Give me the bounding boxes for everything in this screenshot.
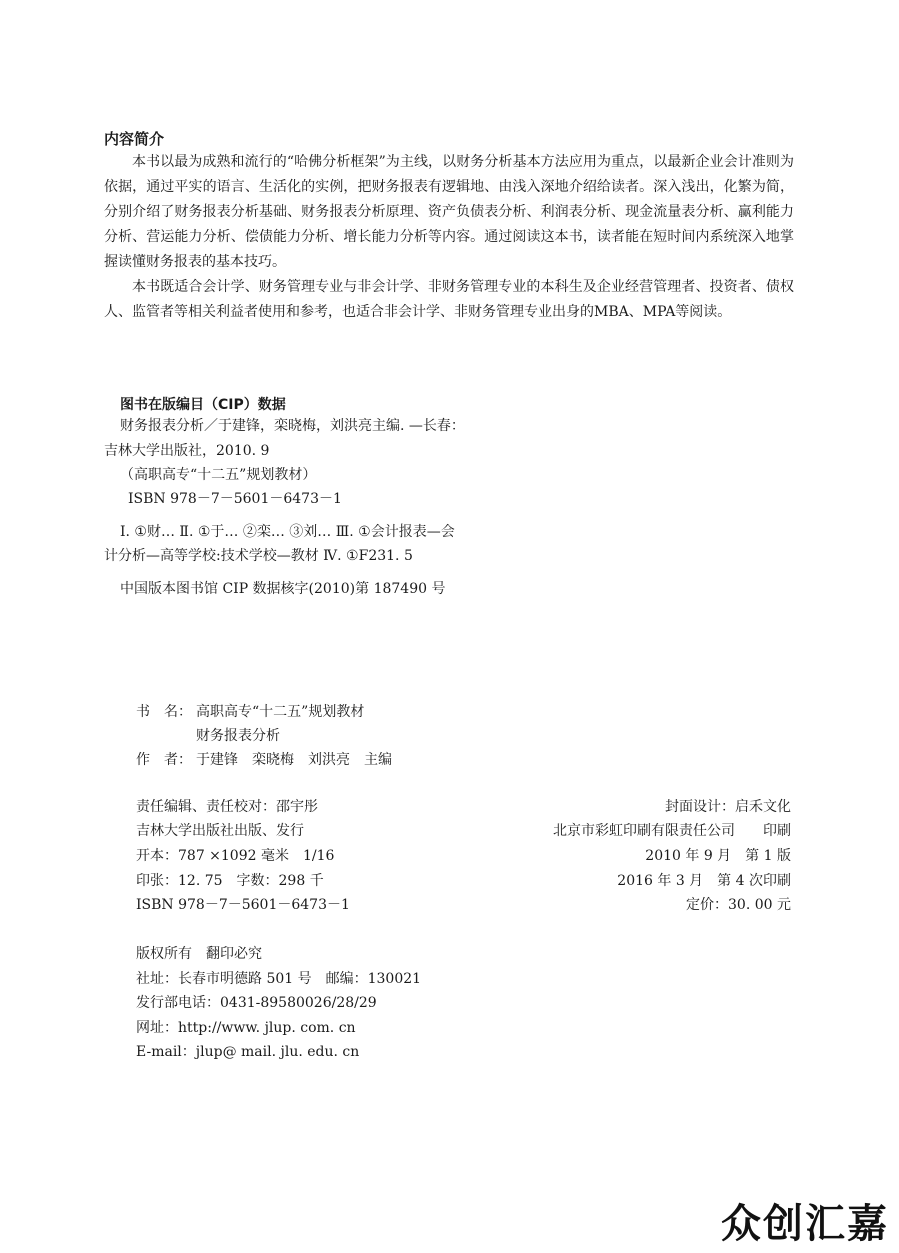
printing: 2016 年 3 月 第 4 次印刷 [617,873,791,889]
isbn: ISBN 978－7－5601－6473－1 [136,897,350,913]
format: 开本：787 ×1092 毫米 1/16 [136,848,335,864]
address: 社址：长春市明德路 501 号 邮编：130021 [136,971,422,987]
email: E-mail：jlup@ mail. jlu. edu. cn [136,1044,360,1060]
edition: 2010 年 9 月 第 1 版 [645,848,791,864]
website: 网址：http://www. jlup. com. cn [136,1020,356,1036]
cip-line-2: 吉林大学出版社，2010. 9 [104,443,270,459]
cip-line-4: ISBN 978－7－5601－6473－1 [128,491,342,507]
price: 定价：30. 00 元 [686,897,791,913]
rights-notice: 版权所有 翻印必究 [136,946,262,962]
book-authors: 于建锋 栾晓梅 刘洪亮 主编 [196,752,392,768]
cip-line-5: Ⅰ. ①财… Ⅱ. ①于… ②栾… ③刘… Ⅲ. ①会计报表—会 [120,524,455,540]
watermark-logo: 众创汇嘉 [721,1201,889,1247]
book-title: 财务报表分析 [196,728,280,744]
intro-heading: 内容简介 [104,130,165,148]
editor-credit: 责任编辑、责任校对：邵宇彤 [136,799,318,815]
cip-line-7: 中国版本图书馆 CIP 数据核字(2010)第 187490 号 [120,581,446,597]
cip-heading: 图书在版编目（CIP）数据 [120,397,286,413]
cover-design-credit: 封面设计：启禾文化 [665,799,791,815]
book-title-label: 书 名： [136,704,192,720]
cip-line-1: 财务报表分析／于建锋，栾晓梅，刘洪亮主编. —长春： [120,418,465,434]
book-author-label: 作 者： [136,752,192,768]
sheets-and-words: 印张：12. 75 字数：298 千 [136,873,324,889]
intro-paragraph-1: 本书以最为成熟和流行的“哈佛分析框架”为主线，以财务分析基本方法应用为重点，以最新企业会计准则为依据，通过平实的语言、生活化的实例，把财务报表有逻辑地、由浅入深地介绍给读者。深入浅出，化繁为简，分别介绍了财务报表分析基础、财务报表分析原理、资产负债表分析、利润表分析、现金流量表分析、赢利能力分析、营运能力分析、偿债能力分析、增长能力分析等内容。通过阅读这本书，读者能在短时间内系统深入地掌握读懂财务报表的基本技巧。 [104,154,794,270]
intro-paragraph-2: 本书既适合会计学、财务管理专业与非会计学、非财务管理专业的本科生及企业经营管理者、投资者、债权人、监管者等相关利益者使用和参考，也适合非会计学、非财务管理专业出身的MBA、MPA等阅读。 [104,279,794,320]
book-series-title: 高职高专“十二五”规划教材 [196,704,365,720]
cip-line-3: （高职高专“十二五”规划教材） [120,467,317,483]
printer: 北京市彩虹印刷有限责任公司 印刷 [553,823,791,839]
publisher: 吉林大学出版社出版、发行 [136,823,304,839]
cip-line-6: 计分析—高等学校:技术学校—教材 Ⅳ. ①F231. 5 [104,548,413,564]
phone: 发行部电话：0431-89580026/28/29 [136,995,377,1011]
